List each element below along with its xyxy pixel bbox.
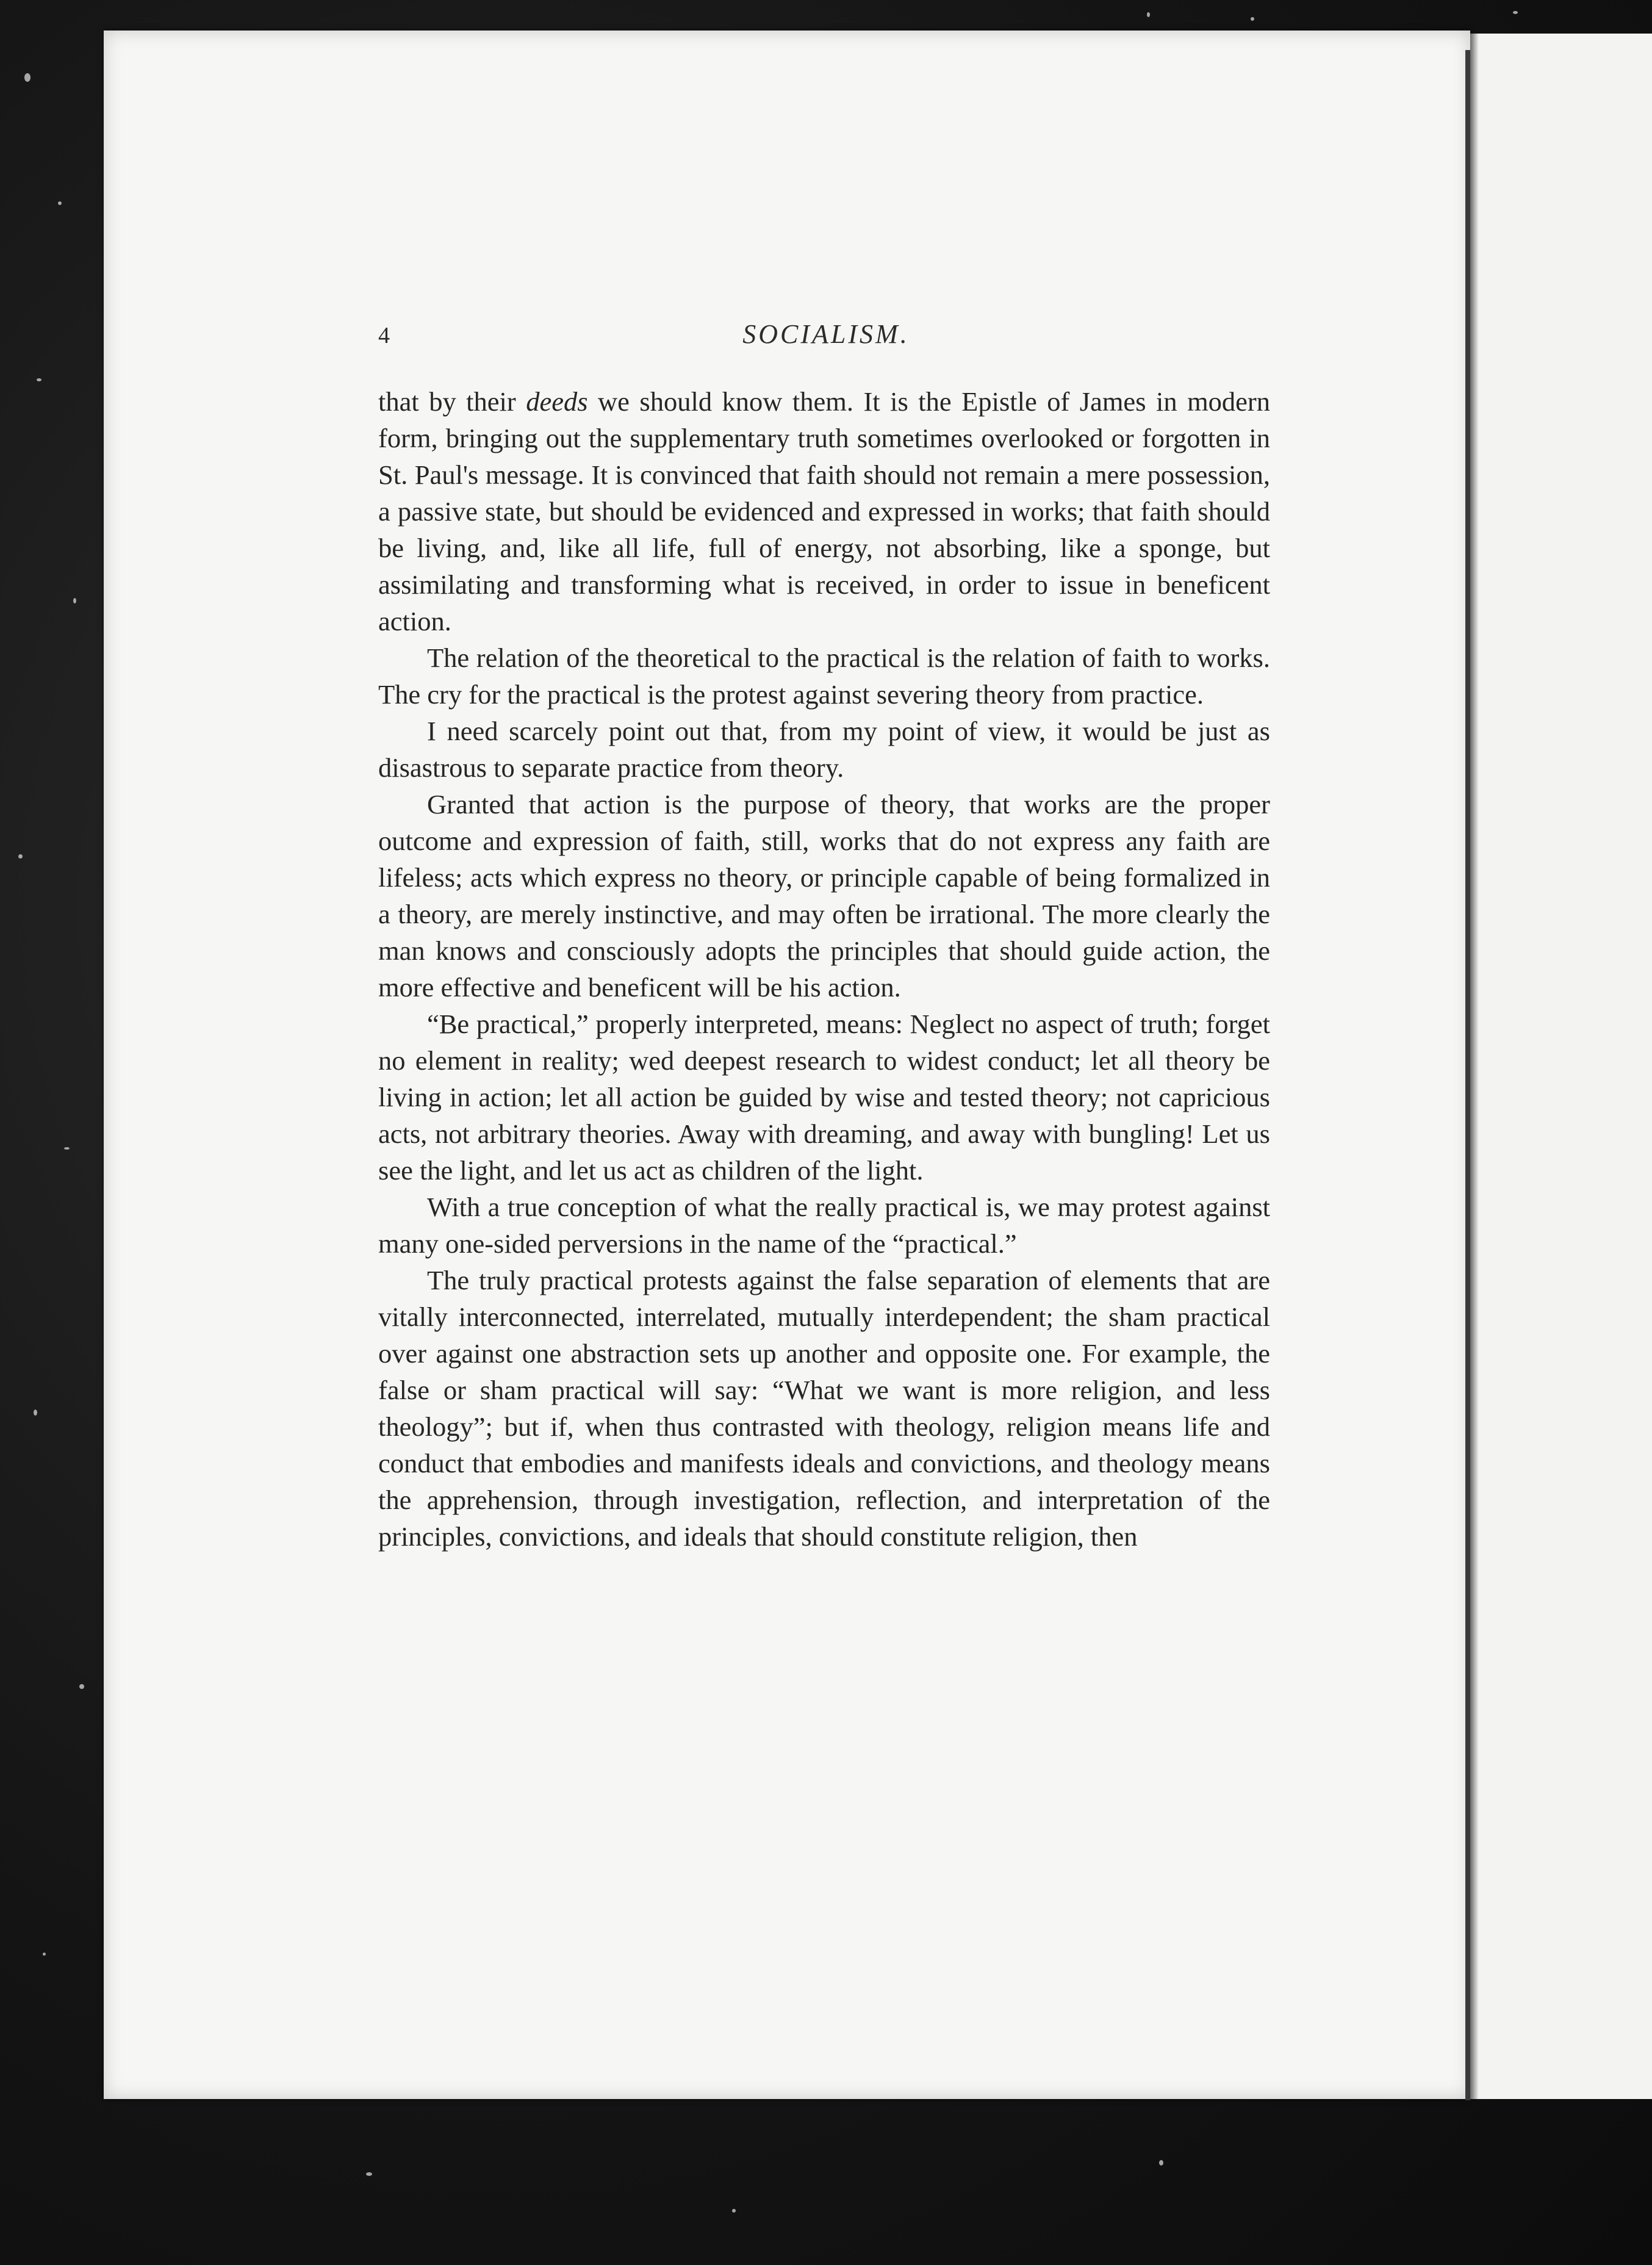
page-edge-line xyxy=(1465,50,1470,2100)
paragraph: The relation of the theoretical to the practical is the relation of faith to works. The cry for the practical is the protest against severing theory from practice. xyxy=(378,643,1270,710)
dust-speck xyxy=(24,73,31,82)
paragraph xyxy=(378,383,1270,639)
paragraph-text: that by their xyxy=(378,386,526,417)
paragraph-text: we should know them. It is the Epistle of James in modern form, bringing out the supplementary truth sometimes overlooked or forgotten in St. Paul's message. It is convinced that faith should not remain a mere possession, a passive state, but should be evidenced and expressed in works; that faith should be living, and, like all life, full of energy, not absorbing, like a sponge, but assimilating and transforming what is received, in order to issue in beneficent action. xyxy=(378,386,1271,636)
dust-speck xyxy=(37,378,41,381)
dust-speck xyxy=(34,1410,37,1416)
body-text xyxy=(378,383,1270,1555)
emphasized-word: deeds xyxy=(526,386,588,417)
paragraph: The truly practical protests against the false separation of elements that are vitally interconnected, interrelated, mutually interdependent; the sham practical over against one abstraction sets up another and opposite one. For example, the false or sham practical will say: “What we want is more religion, and less theology”; but if, when thus contrasted with theology, religion means life and conduct that embodies and manifests ideals and convictions, and theology means the apprehension, through investigation, reflection, and interpretation of the principles, convictions, and ideals that should constitute religion, then xyxy=(378,1265,1270,1552)
page-number: 4 xyxy=(378,323,390,348)
facing-page-edge xyxy=(1470,34,1652,2099)
page-gutter-shadow xyxy=(1470,34,1479,2099)
paragraph: With a true conception of what the really practical is, we may protest against many one-sided perversions in the name of the “practical.” xyxy=(378,1192,1270,1259)
dust-speck xyxy=(1159,2160,1163,2166)
dust-speck xyxy=(366,2172,372,2176)
dust-speck xyxy=(732,2209,736,2213)
dust-speck xyxy=(1147,12,1150,17)
dust-speck xyxy=(58,201,62,205)
dust-speck xyxy=(64,1147,70,1150)
dust-speck xyxy=(43,1953,46,1956)
paragraph: Granted that action is the purpose of theory, that works are the proper outcome and expression of faith, still, works that do not express any faith are lifeless; acts which express no theory, or principle capable of being formalized in a theory, are merely instinctive, and may often be irrational. The more clearly the man knows and consciously adopts the principles that should guide action, the more effective and beneficent will be his action. xyxy=(378,789,1270,1003)
dust-speck xyxy=(79,1684,84,1689)
paragraph: I need scarcely point out that, from my point of view, it would be just as disastrous to separate practice from theory. xyxy=(378,716,1270,783)
running-head xyxy=(378,316,1274,359)
dust-speck xyxy=(73,598,76,603)
dust-speck xyxy=(1251,17,1254,21)
paragraph: “Be practical,” properly interpreted, means: Neglect no aspect of truth; forget no element in reality; wed deepest research to widest conduct; let all theory be living in action; let all action be guided by wise and tested theory; not capricious acts, not arbitrary theories. Away with dreaming, and away with bungling! Let us see the light, and let us act as children of the light. xyxy=(378,1009,1270,1186)
dust-speck xyxy=(18,854,23,859)
dust-speck xyxy=(1513,11,1518,14)
running-head-title: SOCIALISM. xyxy=(742,319,910,349)
